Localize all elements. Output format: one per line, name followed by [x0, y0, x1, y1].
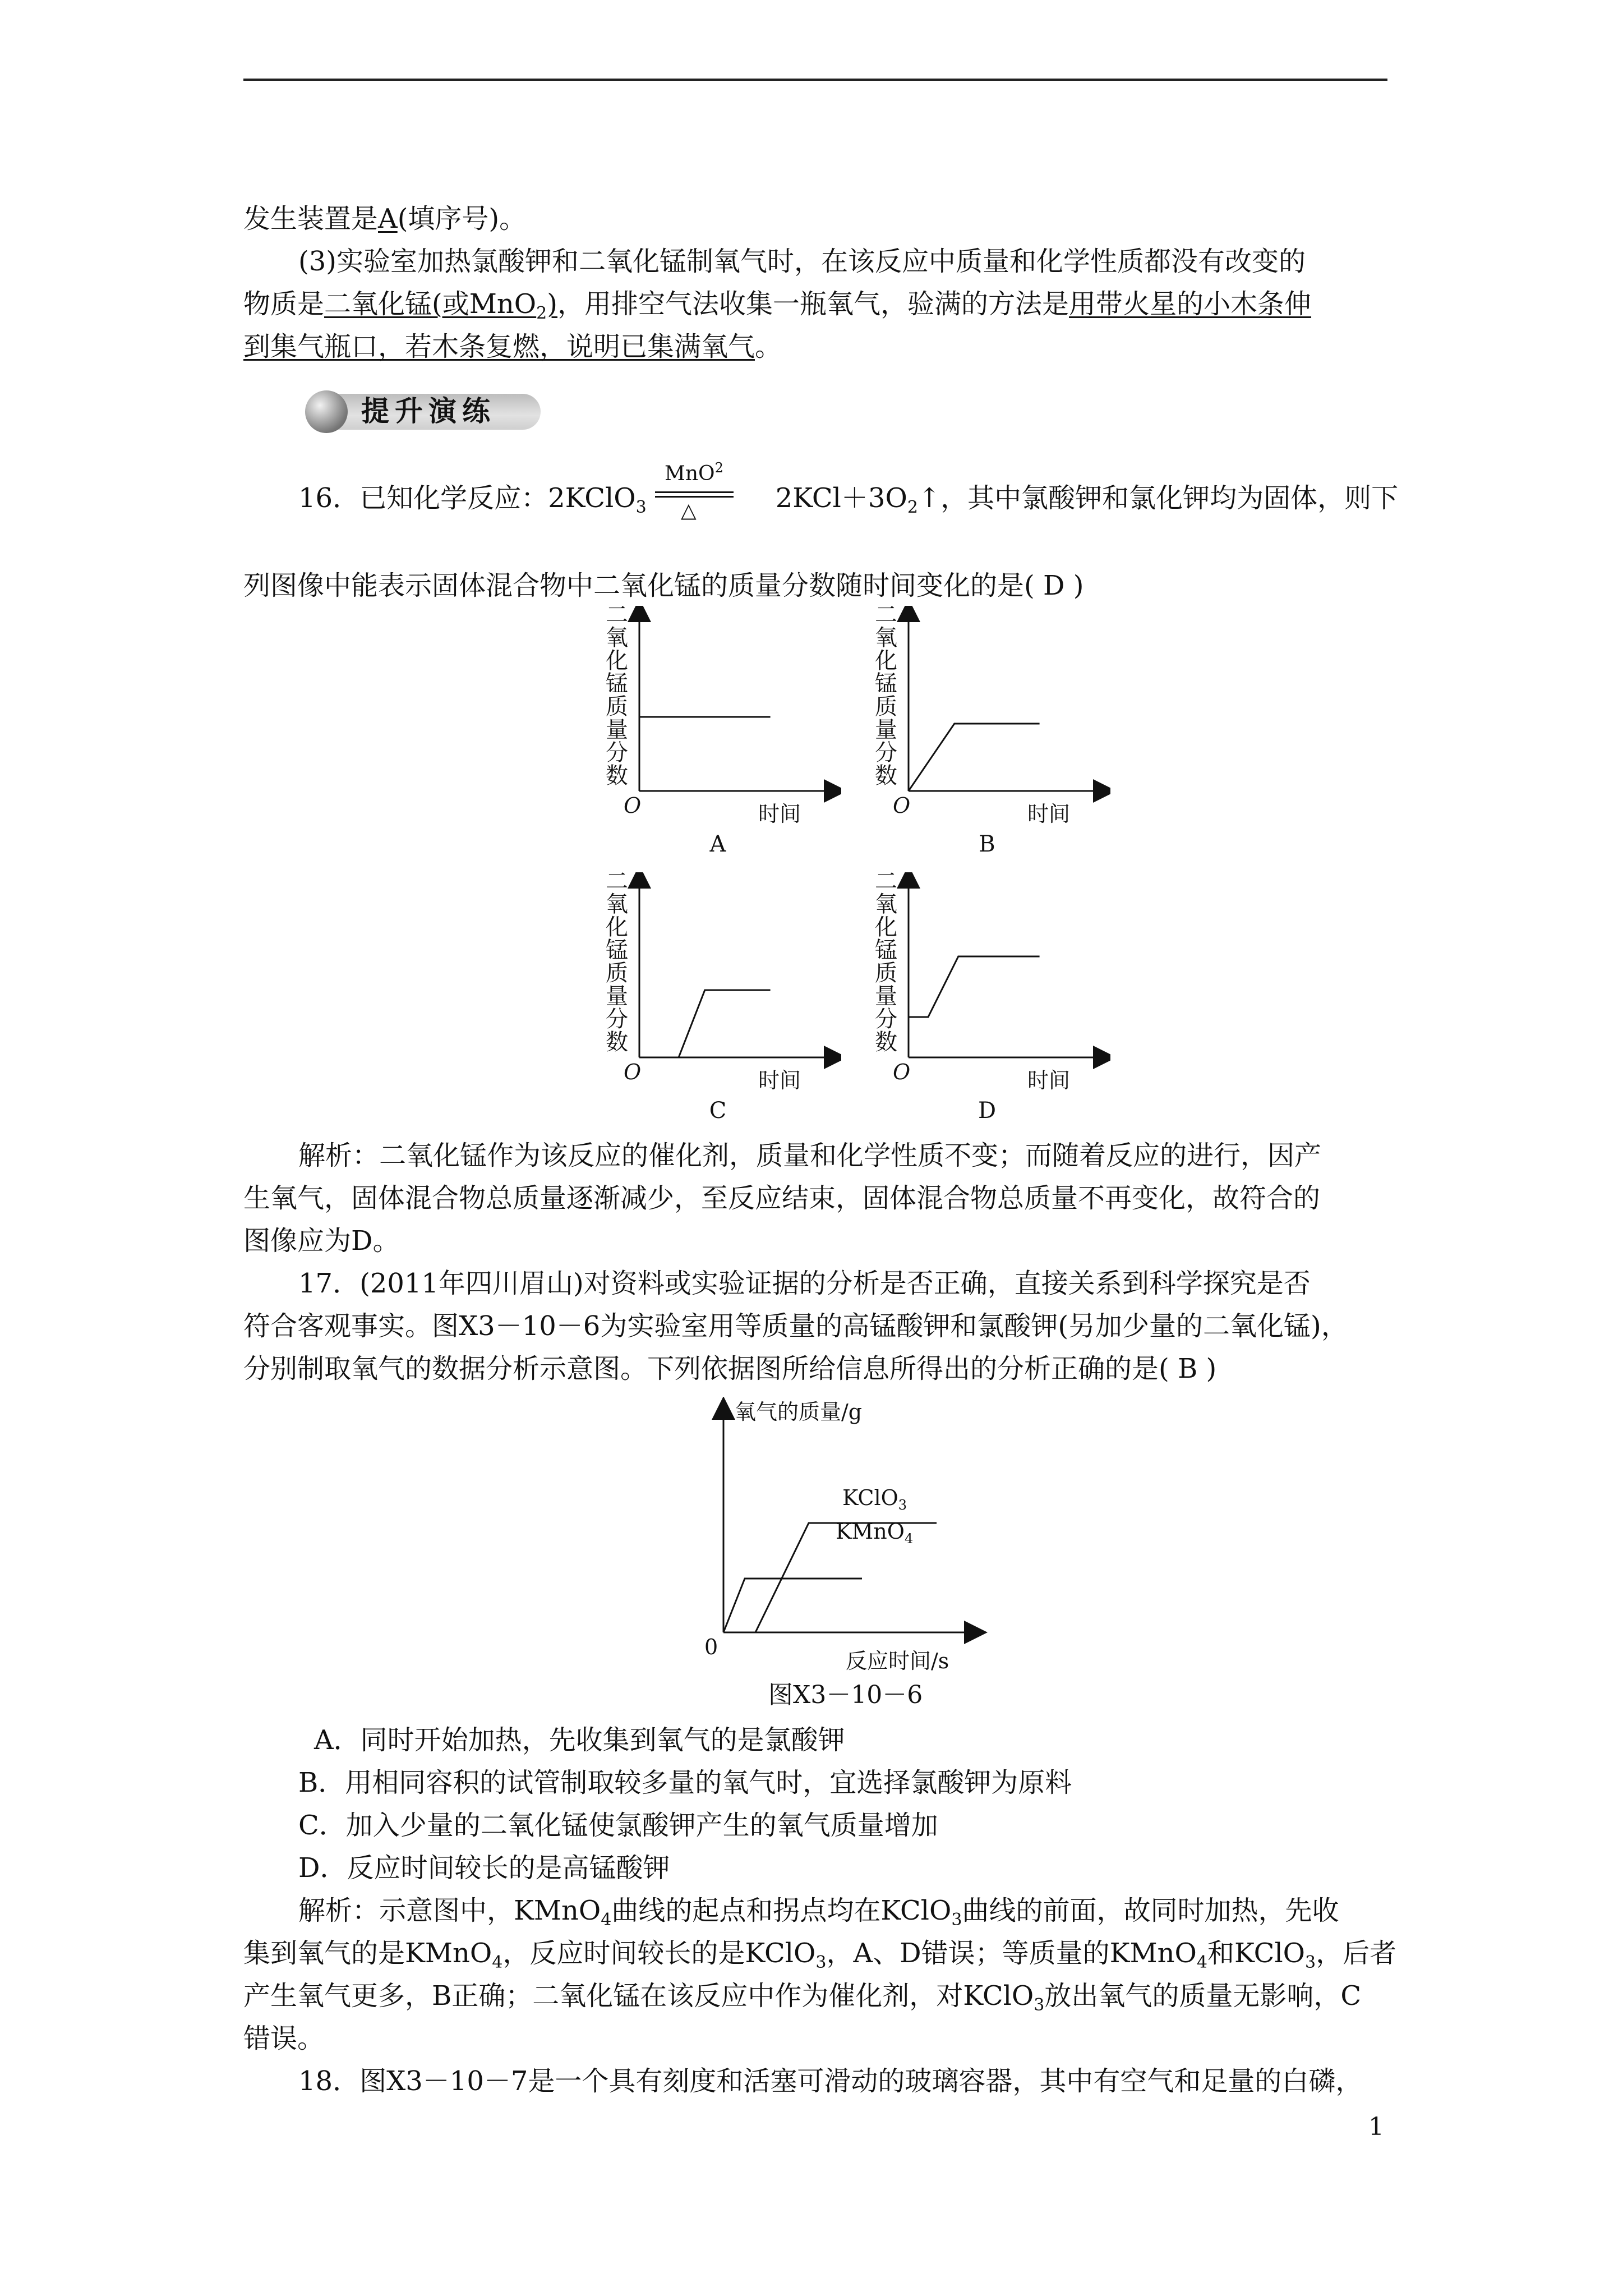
- section-banner: [305, 388, 541, 435]
- chart-letter: C: [709, 1098, 727, 1124]
- equation-bar-2: [655, 496, 734, 498]
- y-axis-label: 二 氧 化 锰 质 量 分 数: [875, 868, 897, 1055]
- option-a: A．同时开始加热，先收集到氧气的是氯酸钾: [314, 1724, 845, 1756]
- banner-title: 提升演练: [361, 395, 496, 427]
- q3-line1: (3)实验室加热氯酸钾和二氧化锰制氧气时，在该反应中质量和化学性质都没有改变的: [298, 246, 1306, 277]
- q17-analysis-4: 错误。: [243, 2023, 325, 2054]
- catalyst-top: MnO$^2$: [665, 460, 723, 485]
- oxygen-chart: [695, 1397, 998, 1673]
- chart-letter: D: [978, 1098, 997, 1124]
- y-axis-label: 二 氧 化 锰 质 量 分 数: [606, 868, 628, 1055]
- option-d: D．反应时间较长的是高锰酸钾: [298, 1852, 670, 1884]
- series-kmno4: [723, 1579, 862, 1632]
- origin-label: O: [624, 1060, 642, 1084]
- heat-symbol: △: [681, 499, 697, 522]
- chart-letter: B: [979, 831, 995, 857]
- x-axis-label: 时间: [758, 802, 801, 826]
- origin-label: O: [624, 793, 642, 818]
- chart-letter: A: [709, 831, 726, 857]
- q3-line2: 物质是二氧化锰(或MnO$_2$)，用排空气法收集一瓶氧气，验满的方法是用带火星的小木条伸: [243, 288, 1312, 323]
- series-line: [909, 956, 1040, 1017]
- x-axis-label: 时间: [1027, 1068, 1071, 1093]
- answer-apparatus: A: [378, 203, 398, 234]
- series-line: [909, 724, 1040, 791]
- option-c: C．加入少量的二氧化锰使氯酸钾产生的氧气质量增加: [298, 1810, 938, 1841]
- header-rule: [243, 79, 1387, 81]
- q16-analysis-2: 生氧气，固体混合物总质量逐渐减少，至反应结束，固体混合物总质量不再变化，故符合的: [243, 1182, 1321, 1214]
- chart-D: [864, 868, 1110, 1124]
- x-axis-label: 时间: [1027, 802, 1071, 826]
- q17-line2: 符合客观事实。图X3－10－6为实验室用等质量的高锰酸钾和氯酸钾(另加少量的二氧化锰)，: [243, 1310, 1348, 1342]
- q18-line1: 18．图X3－10－7是一个具有刻度和活塞可滑动的玻璃容器，其中有空气和足量的白磷，: [298, 2065, 1363, 2097]
- q16-analysis-3: 图像应为D。: [243, 1225, 400, 1257]
- oxygen-y-label: 氧气的质量/g: [735, 1400, 863, 1424]
- chart-C: [594, 868, 841, 1124]
- page-number: 1: [1368, 2113, 1384, 2141]
- origin-label: O: [893, 793, 911, 818]
- q17-analysis-2: 集到氧气的是KMnO$_4$，反应时间较长的是KClO$_3$，A、D错误；等质量的KMnO$_4$和KClO$_3$，后者: [243, 1938, 1397, 1972]
- q3-line3: 到集气瓶口，若木条复燃，说明已集满氧气。: [243, 331, 782, 362]
- x-axis-label: 时间: [758, 1068, 801, 1093]
- y-axis-label: 二 氧 化 锰 质 量 分 数: [875, 602, 897, 789]
- q17-analysis-3: 产生氧气更多，B正确；二氧化锰在该反应中作为催化剂，对KClO$_3$放出氧气的质量无影响，C: [243, 1980, 1362, 2015]
- q16-analysis-1: 解析：二氧化锰作为该反应的催化剂，质量和化学性质不变；而随着反应的进行，因产: [298, 1140, 1322, 1171]
- legend-kclo3: KClO$_3$: [842, 1485, 907, 1513]
- answer-substance: 二氧化锰(或MnO$_2$): [324, 288, 557, 323]
- option-b: B．用相同容积的试管制取较多量的氧气时，宜选择氯酸钾为原料: [298, 1767, 1072, 1798]
- q17-analysis-1: 解析：示意图中，KMnO$_4$曲线的起点和拐点均在KClO$_3$曲线的前面，故同时加热，先收: [298, 1895, 1339, 1930]
- q16-line1: 16．已知化学反应：2KClO$_3$ $2KCl+3O_2↑$，其中氯酸钾和氯化钾均为固体，则下: [298, 482, 1399, 517]
- oxygen-x-label: 反应时间/s: [846, 1649, 949, 1673]
- y-axis-label: 二 氧 化 锰 质 量 分 数: [606, 602, 628, 789]
- equation-bar-1: [655, 491, 734, 493]
- origin-label: O: [893, 1060, 911, 1084]
- oxygen-origin: 0: [704, 1635, 718, 1659]
- q17-line3: 分别制取氧气的数据分析示意图。下列依据图所给信息所得出的分析正确的是( B ): [243, 1353, 1217, 1384]
- q16-line2: 列图像中能表示固体混合物中二氧化锰的质量分数随时间变化的是( D ): [243, 570, 1084, 601]
- figure-caption: 图X3－10－6: [768, 1681, 923, 1709]
- series-line: [639, 990, 771, 1057]
- legend-kmno4: KMnO$_4$: [836, 1519, 914, 1547]
- q17-line1: 17．(2011年四川眉山)对资料或实验证据的分析是否正确，直接关系到科学探究是否: [298, 1268, 1311, 1299]
- chart-B: [864, 602, 1110, 857]
- bullet-ball-icon: [305, 390, 348, 433]
- line-apparatus: 发生装置是A(填序号)。: [243, 203, 527, 234]
- chart-A: [594, 602, 841, 857]
